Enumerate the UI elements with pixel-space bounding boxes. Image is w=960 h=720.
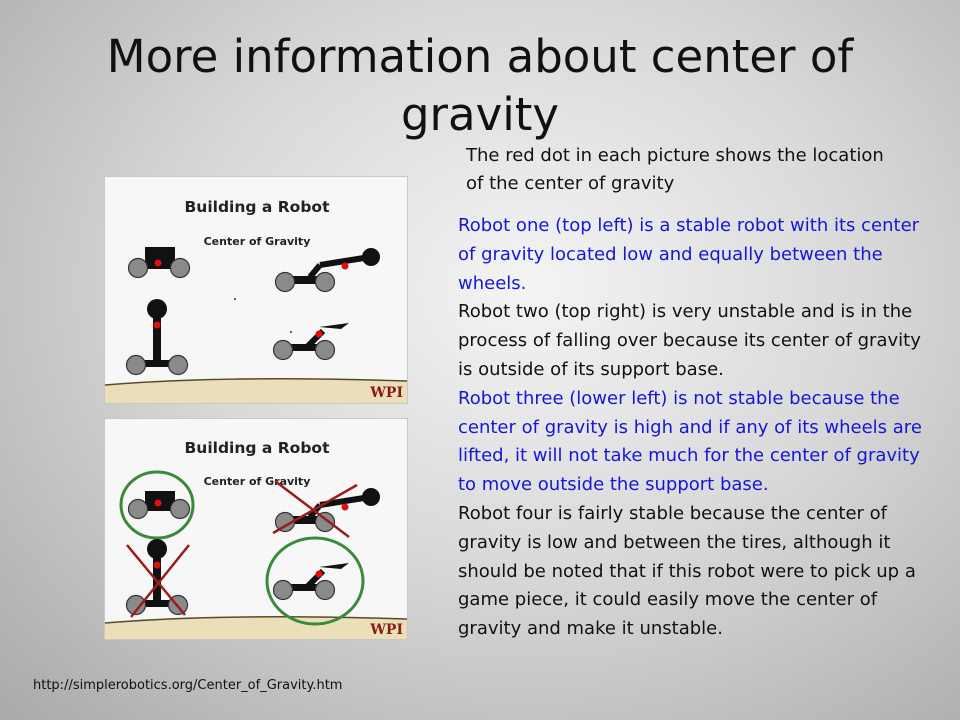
figure-top-title: Building a Robot <box>184 198 330 216</box>
source-link[interactable]: http://simplerobotics.org/Center_of_Gravity.htm <box>33 678 343 693</box>
explanation-text <box>458 212 928 644</box>
robot-three-paragraph: Robot three (lower left) is not stable because the center of gravity is high and if any of its wheels are lifted, it will not take much for the center of gravity to move outside the support base. <box>458 387 922 496</box>
figure-bottom <box>104 418 408 640</box>
robot-four-paragraph: Robot four is fairly stable because the center of gravity is low and between the tires, although it should be noted that if this robot were to pick up a game piece, it could easily move the center of gravity and make it unstable. <box>458 502 916 640</box>
figure-bottom-title: Building a Robot <box>184 439 330 457</box>
figure-top-drawing <box>105 177 407 403</box>
figure-top-subtitle: Center of Gravity <box>203 235 311 248</box>
cg-dot <box>316 331 323 338</box>
figure-top <box>104 176 408 404</box>
robot-two-paragraph: Robot two (top right) is very unstable and is in the process of falling over because its center of gravity is outside of its support base. <box>458 301 921 380</box>
cg-dot <box>316 571 323 578</box>
cg-dot <box>154 562 161 569</box>
cg-dot <box>342 504 349 511</box>
wpi-logo: WPI <box>370 622 403 638</box>
robot-one-paragraph: Robot one (top left) is a stable robot with its center of gravity located low and equally between the wheels. <box>458 215 920 294</box>
figure-bottom-drawing <box>105 419 407 639</box>
cg-dot <box>155 260 162 267</box>
figure-bottom-subtitle: Center of Gravity <box>203 475 311 488</box>
intro-text: The red dot in each picture shows the location of the center of gravity <box>466 145 884 194</box>
cg-dot <box>155 500 162 507</box>
slide-title: More information about center of gravity <box>106 30 854 141</box>
cg-dot <box>154 322 161 329</box>
wpi-logo: WPI <box>370 385 403 401</box>
cg-dot <box>342 263 349 270</box>
